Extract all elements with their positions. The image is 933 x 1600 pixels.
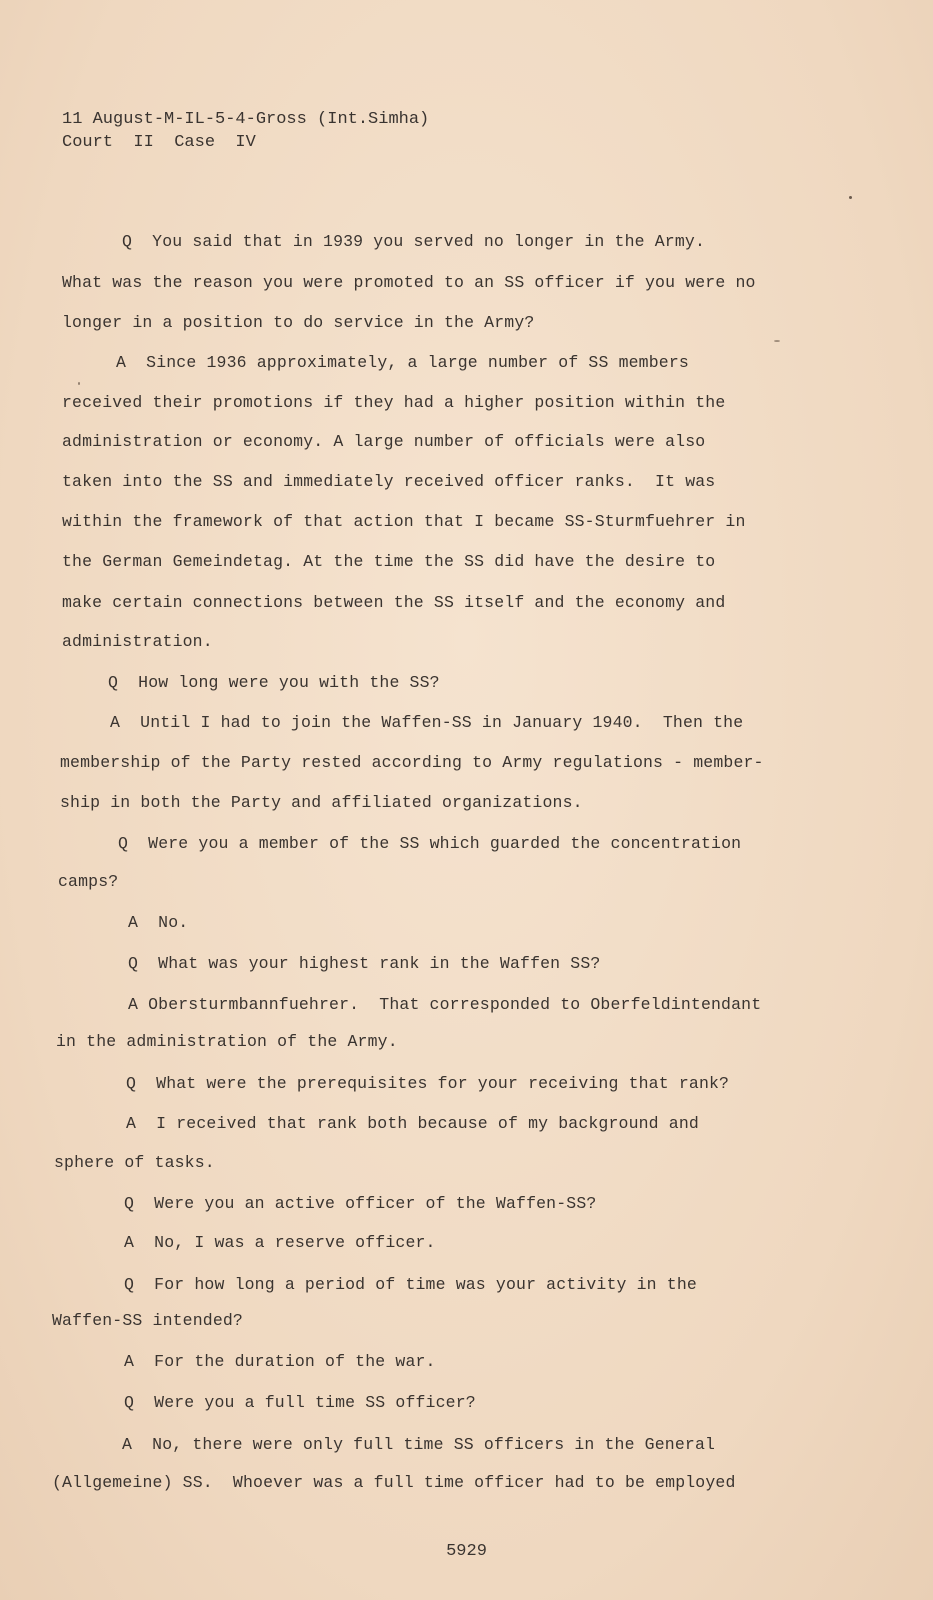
transcript-line: What was the reason you were promoted to an SS officer if you were no — [62, 273, 756, 292]
transcript-line: A For the duration of the war. — [124, 1352, 436, 1371]
transcript-line: membership of the Party rested according to Army regulations - member- — [60, 753, 764, 772]
transcript-line: A Since 1936 approximately, a large number of SS members — [116, 353, 689, 372]
transcript-line: sphere of tasks. — [54, 1153, 215, 1172]
transcript-line: Q What were the prerequisites for your receiving that rank? — [126, 1074, 730, 1093]
transcript-line: Q Were you an active officer of the Waffen-SS? — [124, 1194, 597, 1213]
transcript-line: Q What was your highest rank in the Waffen SS? — [128, 954, 601, 973]
transcript-line: in the administration of the Army. — [56, 1032, 398, 1051]
transcript-line: A No. — [128, 913, 189, 932]
header-session-line: 11 August-M-IL-5-4-Gross (Int.Simha) — [62, 110, 430, 129]
transcript-line: administration. — [62, 632, 213, 651]
transcript-line: A Obersturmbannfuehrer. That corresponded to Oberfeldintendant — [128, 995, 762, 1014]
transcript-line: A Until I had to join the Waffen-SS in January 1940. Then the — [110, 713, 744, 732]
transcript-line: make certain connections between the SS itself and the economy and — [62, 593, 726, 612]
transcript-line: Q Were you a full time SS officer? — [124, 1393, 476, 1412]
paper-speck — [78, 382, 80, 385]
transcript-line: longer in a position to do service in the Army? — [62, 313, 535, 332]
header-court-line: Court II Case IV — [62, 133, 256, 152]
transcript-line: Waffen-SS intended? — [52, 1311, 243, 1330]
transcript-line: administration or economy. A large number of officials were also — [62, 432, 706, 451]
page-number: 5929 — [446, 1542, 487, 1561]
transcript-line: Q You said that in 1939 you served no longer in the Army. — [122, 232, 705, 251]
paper-speck — [849, 196, 852, 199]
transcript-line: camps? — [58, 872, 119, 891]
transcript-line: A No, I was a reserve officer. — [124, 1233, 436, 1252]
transcript-line: (Allgemeine) SS. Whoever was a full time officer had to be employed — [52, 1473, 736, 1492]
transcript-line: the German Gemeindetag. At the time the SS did have the desire to — [62, 552, 716, 571]
transcript-line: Q Were you a member of the SS which guarded the concentration — [118, 834, 742, 853]
transcript-line: within the framework of that action that I became SS-Sturmfuehrer in — [62, 512, 746, 531]
transcript-line: A I received that rank both because of my background and — [126, 1114, 699, 1133]
transcript-line: received their promotions if they had a higher position within the — [62, 393, 726, 412]
transcript-line: taken into the SS and immediately received officer ranks. It was — [62, 472, 716, 491]
transcript-line: A No, there were only full time SS officers in the General — [122, 1435, 716, 1454]
transcript-line: ship in both the Party and affiliated organizations. — [60, 793, 583, 812]
transcript-line: Q How long were you with the SS? — [108, 673, 440, 692]
transcript-line: Q For how long a period of time was your activity in the — [124, 1275, 697, 1294]
paper-speck — [774, 340, 780, 342]
document-header — [62, 108, 429, 154]
